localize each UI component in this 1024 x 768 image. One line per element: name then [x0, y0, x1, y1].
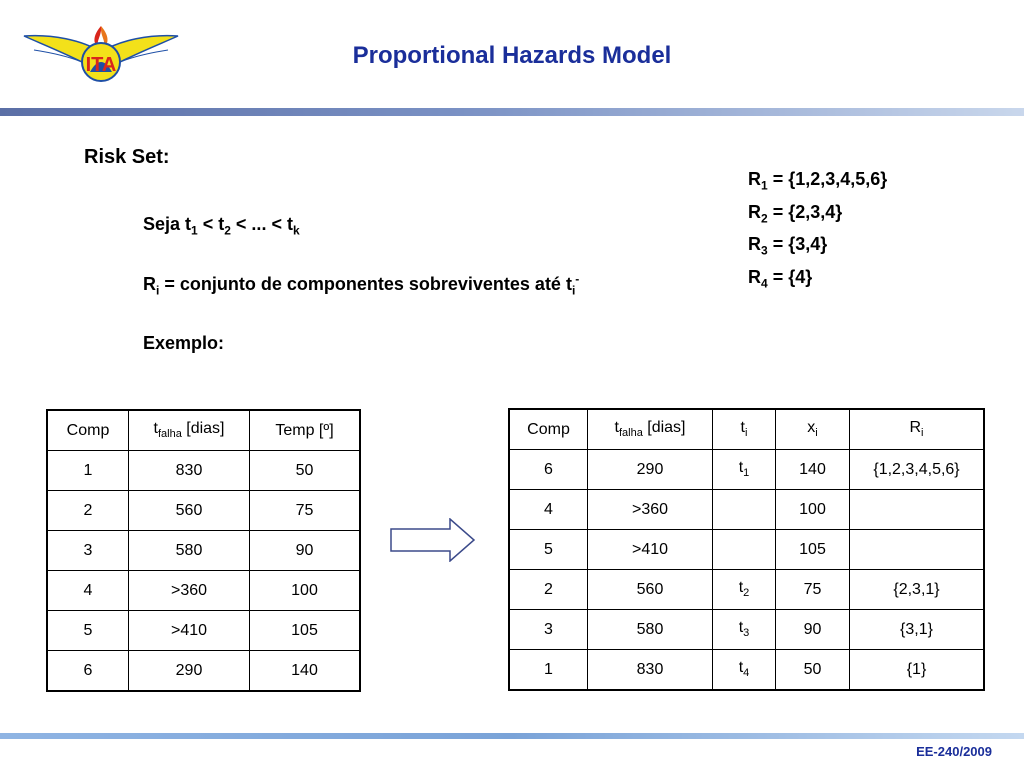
table-cell: $t_1$: [713, 450, 776, 490]
column-header: Comp: [509, 409, 588, 450]
table-cell: $t_4$: [713, 650, 776, 691]
table-cell: 105: [776, 530, 850, 570]
table-cell: 75: [250, 491, 361, 531]
table-cell: [713, 530, 776, 570]
table-cell: 1: [47, 451, 129, 491]
table-cell: 6: [47, 651, 129, 692]
table-row: [509, 650, 984, 691]
table-cell: 2: [509, 570, 588, 610]
table-cell: 90: [776, 610, 850, 650]
table-cell: $t_3$: [713, 610, 776, 650]
table-row: [47, 451, 360, 491]
table-cell: 50: [250, 451, 361, 491]
table-cell: >360: [588, 490, 713, 530]
table-row: [509, 490, 984, 530]
table-header-row: [47, 410, 360, 451]
table-cell: 140: [250, 651, 361, 692]
table-cell: 75: [776, 570, 850, 610]
table-cell: {1,2,3,4,5,6}: [850, 450, 985, 490]
table-cell: >360: [129, 571, 250, 611]
table-row: [47, 531, 360, 571]
table-cell: 100: [776, 490, 850, 530]
logo-text: ITA: [85, 54, 117, 76]
table-cell: [713, 490, 776, 530]
risk-set-item: $R_4 = \{4\}$: [748, 266, 813, 291]
table-cell: 3: [509, 610, 588, 650]
table-cell: 290: [588, 450, 713, 490]
column-header: $t_{falha}$ [dias]: [129, 410, 250, 451]
example-label: Exemplo:: [143, 333, 225, 353]
risk-set-list: [748, 166, 887, 296]
table-cell: $t_2$: [713, 570, 776, 610]
table-cell: 290: [129, 651, 250, 692]
table-cell: >410: [129, 611, 250, 651]
table-cell: 560: [129, 491, 250, 531]
table-cell: 2: [47, 491, 129, 531]
table-row: [509, 530, 984, 570]
right-arrow-icon: [390, 518, 476, 562]
failure-data-table: [46, 409, 361, 692]
table-cell: 140: [776, 450, 850, 490]
risk-set-table: [508, 408, 985, 691]
table-cell: >410: [588, 530, 713, 570]
risk-set-item: $R_1 = \{1,2,3,4,5,6\}$: [748, 169, 888, 193]
table-cell: 1: [509, 650, 588, 691]
table-row: [47, 651, 360, 692]
page-title: Proportional Hazards Model: [352, 42, 672, 69]
table-cell: 6: [509, 450, 588, 490]
table-row: [509, 570, 984, 610]
column-header: $R_i$: [850, 409, 985, 450]
table-cell: 90: [250, 531, 361, 571]
table-cell: 105: [250, 611, 361, 651]
risk-set-item: $R_3 = \{3,4\}$: [748, 234, 828, 258]
table-cell: 580: [129, 531, 250, 571]
course-code: EE-240/2009: [916, 744, 992, 759]
table-cell: {3,1}: [850, 610, 985, 650]
table-row: [47, 611, 360, 651]
column-header: $t_{falha}$ [dias]: [588, 409, 713, 450]
table-cell: 830: [588, 650, 713, 691]
risk-set-item: $R_2 = \{2,3,4\}$: [748, 201, 843, 226]
footer-divider: [0, 733, 1024, 739]
column-header: Comp: [47, 410, 129, 451]
table-row: [509, 610, 984, 650]
table-cell: 5: [47, 611, 129, 651]
risk-set-definition: $R_i$ = conjunto de componentes sobreviventes até $t_i^-$: [143, 272, 580, 298]
header-divider: [0, 108, 1024, 116]
table-cell: 4: [47, 571, 129, 611]
table-cell: 100: [250, 571, 361, 611]
column-header: $x_i$: [776, 409, 850, 450]
table-cell: 50: [776, 650, 850, 691]
table-cell: {1}: [850, 650, 985, 691]
table-cell: 560: [588, 570, 713, 610]
table-cell: [850, 490, 985, 530]
table-cell: [850, 530, 985, 570]
table-cell: 830: [129, 451, 250, 491]
ordering-statement: Seja $t_1 < t_2$ < ... < $t_k$: [143, 214, 300, 238]
table-row: [47, 571, 360, 611]
table-cell: 3: [47, 531, 129, 571]
column-header: $t_i$: [713, 409, 776, 450]
column-header: Temp [º]: [250, 410, 361, 451]
table-cell: 5: [509, 530, 588, 570]
table-header-row: [509, 409, 984, 450]
table-row: [47, 491, 360, 531]
table-row: [509, 450, 984, 490]
table-cell: 580: [588, 610, 713, 650]
table-cell: {2,3,1}: [850, 570, 985, 610]
table-cell: 4: [509, 490, 588, 530]
risk-set-heading: Risk Set:: [84, 146, 170, 168]
